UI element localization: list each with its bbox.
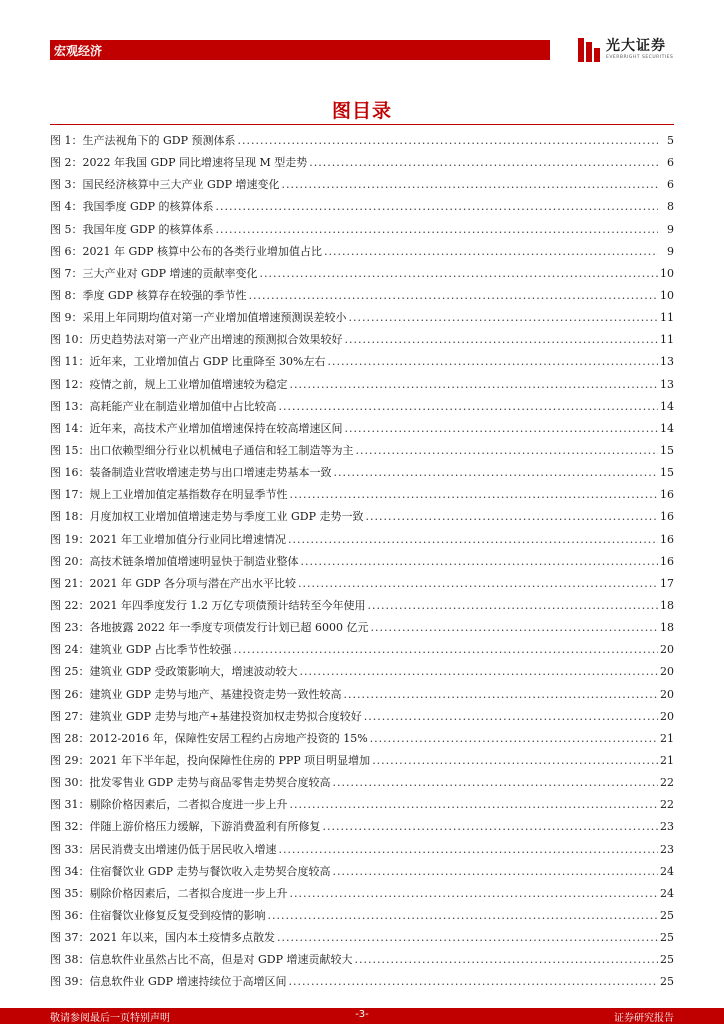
toc-figure-title: 月度加权工业增加值增速走势与季度工业 GDP 走势一致	[89, 510, 364, 524]
toc-figure-title: 生产法视角下的 GDP 预测体系	[82, 134, 236, 147]
toc-entry[interactable]	[50, 661, 674, 683]
toc-entry[interactable]	[50, 241, 674, 263]
header-bar	[50, 40, 550, 60]
toc-figure-title: 信息软件业 GDP 增速持续位于高增区间	[89, 975, 287, 989]
toc-leader-dots	[290, 374, 659, 396]
toc-entry[interactable]	[50, 706, 674, 728]
toc-figure-number: 图 9：	[50, 311, 83, 325]
toc-figure-number: 图 12：	[50, 377, 90, 391]
toc-figure-number: 图 33：	[50, 842, 90, 856]
toc-entry[interactable]	[50, 174, 674, 196]
toc-entry[interactable]	[50, 196, 674, 218]
toc-figure-title: 批发零售业 GDP 走势与商品零售走势契合度较高	[89, 776, 331, 790]
toc-figure-title: 近年来，高技术产业增加值增速保持在较高增速区间	[89, 421, 343, 435]
toc-page-number: 13	[660, 377, 674, 391]
toc-figure-number: 图 11：	[50, 355, 90, 369]
toc-entry[interactable]	[50, 684, 674, 706]
toc-entry[interactable]	[50, 329, 674, 351]
toc-page-number: 25	[660, 975, 674, 989]
toc-leader-dots	[301, 551, 659, 573]
toc-page-number: 16	[660, 554, 674, 568]
toc-entry[interactable]	[50, 263, 674, 285]
toc-figure-title: 剔除价格因素后，二者拟合度进一步上升	[89, 886, 288, 900]
toc-figure-title: 住宿餐饮业修复反复受到疫情的影响	[89, 908, 266, 922]
toc-page-number: 8	[667, 200, 674, 214]
toc-page-number: 18	[660, 621, 674, 635]
toc-leader-dots	[370, 728, 658, 750]
toc-page-number: 20	[660, 643, 674, 657]
toc-figure-title: 高耗能产业在制造业增加值中占比较高	[89, 399, 277, 413]
toc-leader-dots	[249, 285, 658, 307]
figure-list	[50, 130, 674, 993]
toc-figure-title: 建筑业 GDP 受政策影响大，增速波动较大	[89, 665, 298, 679]
toc-page-number: 20	[660, 709, 674, 723]
toc-leader-dots	[290, 794, 659, 816]
toc-entry[interactable]	[50, 396, 674, 418]
toc-page-number: 15	[660, 466, 674, 480]
toc-entry[interactable]	[50, 573, 674, 595]
toc-figure-number: 图 25：	[50, 665, 90, 679]
toc-figure-number: 图 7：	[50, 266, 83, 280]
toc-page-number: 5	[667, 134, 674, 147]
toc-leader-dots	[268, 905, 659, 927]
toc-page-number: 9	[667, 222, 674, 236]
toc-entry[interactable]	[50, 816, 674, 838]
toc-figure-number: 图 32：	[50, 820, 90, 834]
toc-leader-dots	[216, 219, 658, 241]
toc-page-number: 22	[660, 776, 674, 790]
toc-figure-number: 图 26：	[50, 687, 90, 701]
toc-entry[interactable]	[50, 861, 674, 883]
toc-page-number: 6	[667, 156, 674, 170]
toc-page-number: 11	[660, 333, 674, 347]
brand-logo	[578, 38, 673, 68]
toc-figure-title: 2012-2016 年，保障性安居工程约占房地产投资的 15%	[89, 731, 368, 745]
toc-figure-title: 出口依赖型细分行业以机械电子通信和轻工制造等为主	[89, 443, 354, 457]
toc-figure-number: 图 22：	[50, 598, 90, 612]
toc-figure-number: 图 4：	[50, 200, 83, 214]
toc-figure-title: 伴随上游价格压力缓解，下游消费盈利有所修复	[89, 820, 321, 834]
toc-figure-number: 图 36：	[50, 908, 90, 922]
toc-figure-title: 剔除价格因素后，二者拟合度进一步上升	[89, 798, 288, 812]
toc-page-number: 24	[660, 886, 674, 900]
toc-page-number: 25	[660, 908, 674, 922]
toc-figure-number: 图 21：	[50, 576, 90, 590]
toc-leader-dots	[345, 329, 659, 351]
toc-figure-title: 近年来，工业增加值占 GDP 比重降至 30%左右	[89, 355, 326, 369]
toc-figure-title: 国民经济核算中三大产业 GDP 增速变化	[82, 178, 280, 192]
toc-leader-dots	[300, 661, 659, 683]
toc-page-number: 20	[660, 687, 674, 701]
toc-leader-dots	[364, 706, 658, 728]
toc-page-number: 14	[660, 399, 674, 413]
toc-leader-dots	[324, 241, 658, 263]
toc-page-number: 9	[667, 244, 674, 258]
toc-figure-number: 图 6：	[50, 244, 83, 258]
footer-bar	[0, 1008, 724, 1024]
toc-page-number: 21	[660, 753, 674, 767]
toc-figure-title: 三大产业对 GDP 增速的贡献率变化	[82, 266, 258, 280]
toc-figure-number: 图 10：	[50, 333, 90, 347]
toc-page-number: 24	[660, 864, 674, 878]
toc-page-number: 11	[660, 311, 674, 325]
toc-leader-dots	[355, 949, 659, 971]
toc-figure-number: 图 2：	[50, 156, 83, 170]
toc-entry[interactable]	[50, 285, 674, 307]
toc-leader-dots	[333, 772, 659, 794]
toc-leader-dots	[260, 263, 659, 285]
toc-leader-dots	[372, 750, 658, 772]
toc-leader-dots	[334, 462, 659, 484]
toc-entry[interactable]	[50, 905, 674, 927]
logo-name: 光大证券	[606, 38, 666, 54]
toc-leader-dots	[290, 883, 659, 905]
toc-figure-number: 图 28：	[50, 731, 90, 745]
toc-entry[interactable]	[50, 839, 674, 861]
toc-page-number: 6	[667, 178, 674, 192]
toc-figure-number: 图 23：	[50, 621, 90, 635]
toc-leader-dots	[298, 573, 658, 595]
toc-leader-dots	[345, 418, 659, 440]
toc-page-number: 17	[660, 576, 674, 590]
toc-entry[interactable]	[50, 506, 674, 528]
toc-figure-title: 2021 年工业增加值分行业同比增速情况	[89, 532, 286, 546]
toc-figure-number: 图 13：	[50, 399, 90, 413]
toc-figure-number: 图 39：	[50, 975, 90, 989]
toc-figure-title: 高技术链条增加值增速明显快于制造业整体	[89, 554, 299, 568]
toc-figure-number: 图 30：	[50, 776, 90, 790]
toc-entry[interactable]	[50, 529, 674, 551]
toc-entry[interactable]	[50, 949, 674, 971]
toc-leader-dots	[234, 639, 658, 661]
toc-page-number: 13	[660, 355, 674, 369]
toc-page-number: 23	[660, 820, 674, 834]
toc-figure-number: 图 37：	[50, 931, 90, 945]
toc-figure-title: 我国年度 GDP 的核算体系	[82, 222, 214, 236]
toc-page-number: 16	[660, 532, 674, 546]
toc-entry[interactable]	[50, 219, 674, 241]
logo-subtitle: EVERBRIGHT SECURITIES	[606, 55, 674, 60]
toc-entry[interactable]	[50, 307, 674, 329]
toc-page-number: 14	[660, 421, 674, 435]
toc-page-number: 18	[660, 598, 674, 612]
toc-page-number: 16	[660, 510, 674, 524]
title-divider	[50, 124, 674, 125]
toc-figure-title: 信息软件业虽然占比不高，但是对 GDP 增速贡献较大	[89, 953, 353, 967]
toc-leader-dots	[216, 196, 658, 218]
toc-leader-dots	[279, 839, 659, 861]
toc-figure-title: 季度 GDP 核算存在较强的季节性	[82, 288, 247, 302]
toc-figure-title: 2022 年我国 GDP 同比增速将呈现 M 型走势	[82, 156, 308, 170]
toc-leader-dots	[290, 484, 659, 506]
toc-page-number: 15	[660, 443, 674, 457]
toc-figure-title: 建筑业 GDP 走势与地产、基建投资走势一致性较高	[89, 687, 342, 701]
toc-figure-number: 图 24：	[50, 643, 90, 657]
toc-leader-dots	[279, 396, 659, 418]
toc-figure-number: 图 19：	[50, 532, 90, 546]
page-number: -3-	[355, 1009, 369, 1020]
toc-figure-number: 图 29：	[50, 753, 90, 767]
toc-entry[interactable]	[50, 484, 674, 506]
toc-figure-number: 图 8：	[50, 288, 83, 302]
toc-leader-dots	[349, 307, 659, 329]
toc-figure-number: 图 38：	[50, 953, 90, 967]
toc-figure-number: 图 20：	[50, 554, 90, 568]
toc-figure-number: 图 35：	[50, 886, 90, 900]
toc-entry[interactable]	[50, 927, 674, 949]
toc-page-number: 21	[660, 731, 674, 745]
toc-figure-title: 规上工业增加值定基指数存在明显季节性	[89, 488, 288, 502]
toc-leader-dots	[367, 595, 658, 617]
toc-figure-title: 住宿餐饮业 GDP 走势与餐饮收入走势契合度较高	[89, 864, 331, 878]
toc-figure-title: 采用上年同期均值对第一产业增加值增速预测误差较小	[82, 311, 347, 325]
toc-figure-number: 图 18：	[50, 510, 90, 524]
toc-page-number: 23	[660, 842, 674, 856]
toc-figure-title: 我国季度 GDP 的核算体系	[82, 200, 214, 214]
toc-entry[interactable]	[50, 750, 674, 772]
toc-figure-number: 图 16：	[50, 466, 90, 480]
toc-entry[interactable]	[50, 639, 674, 661]
toc-entry[interactable]	[50, 595, 674, 617]
toc-leader-dots	[333, 861, 659, 883]
toc-entry[interactable]	[50, 374, 674, 396]
toc-entry[interactable]	[50, 152, 674, 174]
toc-entry[interactable]	[50, 728, 674, 750]
toc-page-number: 16	[660, 488, 674, 502]
toc-figure-number: 图 15：	[50, 443, 90, 457]
toc-figure-title: 疫情之前，规上工业增加值增速较为稳定	[89, 377, 288, 391]
toc-leader-dots	[327, 351, 658, 373]
toc-entry[interactable]	[50, 883, 674, 905]
footer-disclaimer: 敬请参阅最后一页特别声明	[50, 1012, 170, 1024]
toc-leader-dots	[277, 927, 658, 949]
toc-figure-title: 2021 年 GDP 各分项与潜在产出水平比较	[89, 576, 296, 590]
toc-page-number: 22	[660, 798, 674, 812]
toc-figure-number: 图 27：	[50, 709, 90, 723]
toc-entry[interactable]	[50, 462, 674, 484]
toc-leader-dots	[238, 130, 658, 152]
toc-entry[interactable]	[50, 971, 674, 993]
toc-figure-number: 图 5：	[50, 222, 83, 236]
toc-page-number: 10	[660, 288, 674, 302]
toc-figure-number: 图 1：	[50, 134, 83, 147]
toc-figure-number: 图 3：	[50, 178, 83, 192]
toc-figure-title: 建筑业 GDP 走势与地产+基建投资加权走势拟合度较好	[89, 709, 362, 723]
toc-figure-number: 图 34：	[50, 864, 90, 878]
toc-figure-title: 2021 年 GDP 核算中公布的各类行业增加值占比	[82, 244, 322, 258]
page-title: 图目录	[331, 100, 392, 122]
toc-figure-number: 图 17：	[50, 488, 90, 502]
toc-leader-dots	[309, 152, 658, 174]
toc-leader-dots	[344, 684, 659, 706]
toc-leader-dots	[366, 506, 659, 528]
toc-page-number: 25	[660, 953, 674, 967]
toc-page-number: 10	[660, 266, 674, 280]
toc-leader-dots	[356, 440, 659, 462]
section-label: 宏观经济	[54, 43, 103, 58]
toc-page-number: 20	[660, 665, 674, 679]
toc-figure-title: 装备制造业营收增速走势与出口增速走势基本一致	[89, 466, 332, 480]
toc-page-number: 25	[660, 931, 674, 945]
toc-figure-title: 2021 年以来，国内本土疫情多点散发	[89, 931, 275, 945]
toc-leader-dots	[288, 529, 658, 551]
toc-entry[interactable]	[50, 351, 674, 373]
toc-leader-dots	[289, 971, 659, 993]
toc-figure-title: 居民消费支出增速仍低于居民收入增速	[89, 842, 277, 856]
footer-report-type: 证券研究报告	[614, 1012, 674, 1024]
toc-entry[interactable]	[50, 418, 674, 440]
toc-entry[interactable]	[50, 617, 674, 639]
toc-figure-title: 2021 年四季度发行 1.2 万亿专项债预计结转至今年使用	[89, 598, 366, 612]
toc-entry[interactable]	[50, 130, 674, 152]
toc-leader-dots	[323, 816, 659, 838]
toc-figure-title: 历史趋势法对第一产业产出增速的预测拟合效果较好	[89, 333, 343, 347]
toc-entry[interactable]	[50, 440, 674, 462]
toc-figure-title: 2021 年下半年起，投向保障性住房的 PPP 项目明显增加	[89, 753, 371, 767]
toc-leader-dots	[282, 174, 659, 196]
toc-figure-title: 建筑业 GDP 占比季节性较强	[89, 643, 232, 657]
toc-entry[interactable]	[50, 772, 674, 794]
toc-entry[interactable]	[50, 551, 674, 573]
toc-leader-dots	[370, 617, 658, 639]
toc-figure-title: 各地披露 2022 年一季度专项债发行计划已超 6000 亿元	[89, 621, 369, 635]
toc-figure-number: 图 14：	[50, 421, 90, 435]
toc-entry[interactable]	[50, 794, 674, 816]
logo-mark-icon	[578, 38, 600, 62]
toc-figure-number: 图 31：	[50, 798, 90, 812]
